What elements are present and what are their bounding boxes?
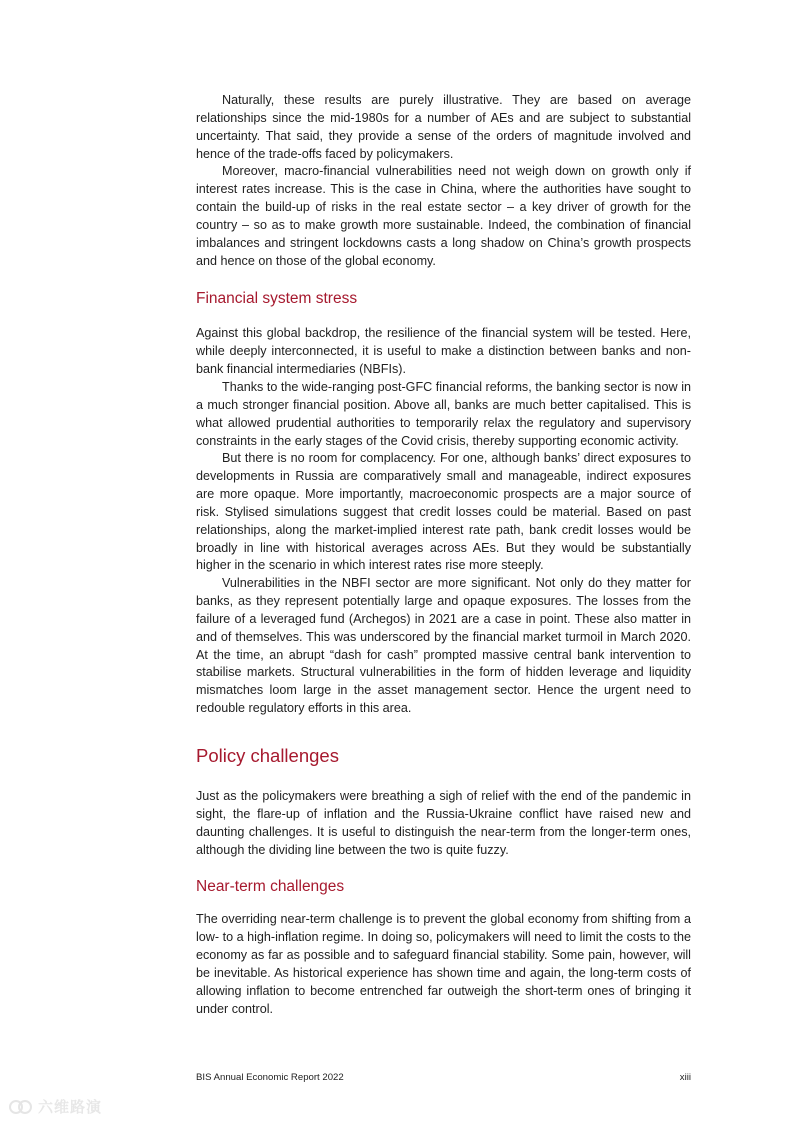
page-footer: [196, 1072, 691, 1083]
footer-report-title: BIS Annual Economic Report 2022: [196, 1072, 344, 1083]
paragraph-macro-financial: Moreover, macro-financial vulnerabilities need not weigh down on growth only if interest rates increase. This is the case in China, where the authorities have sought to contain the build-up of risks in the real estate sector – a key driver of growth for the country – so as to make growth more sustainable. Indeed, the combination of financial imbalances and stringent lockdowns casts a long shadow on China’s growth prospects and hence on those of the global economy.: [196, 164, 691, 268]
paragraph-global-backdrop: Against this global backdrop, the resilience of the financial system will be tested. Here, while deeply interconnected, it is useful to make a distinction between banks and non-bank financial intermediaries (NBFIs).: [196, 326, 691, 377]
footer-page-number: xiii: [679, 1072, 691, 1083]
paragraph-nbfi-vulnerabilities: Vulnerabilities in the NBFI sector are more significant. Not only do they matter for banks, as they represent potentially large and opaque exposures. The losses from the failure of a leveraged fund (Archegos) in 2021 are a case in point. These also matter in and of themselves. This was underscored by the financial market turmoil in March 2020. At the time, an abrupt “dash for cash” prompted massive central bank intervention to stabilise markets. Structural vulnerabilities in the form of hidden leverage and liquidity mismatches loom large in the asset management sector. Hence the urgent need to redouble regulatory efforts in this area.: [196, 576, 691, 716]
page-body: [196, 92, 691, 1018]
heading-policy-challenges: Policy challenges: [196, 745, 339, 766]
watermark-text: 六维路演: [38, 1099, 103, 1116]
heading-near-term-challenges: Near-term challenges: [196, 878, 345, 896]
paragraph-policymakers-relief: Just as the policymakers were breathing a sigh of relief with the end of the pandemic in sight, the flare-up of inflation and the Russia-Ukraine conflict have raised new and daunting challenges. It is useful to distinguish the near-term from the longer-term ones, although the dividing line between the two is quite fuzzy.: [196, 789, 691, 857]
paragraph-post-gfc-reforms: Thanks to the wide-ranging post-GFC financial reforms, the banking sector is now in a much stronger financial position. Above all, banks are much better capitalised. This is what allowed prudential authorities to temporarily relax the regulatory and supervisory constraints in the early stages of the Covid crisis, thereby supporting economic activity.: [196, 379, 691, 448]
watermark-logo-icon: [8, 1098, 34, 1116]
paragraph-results-illustrative: Naturally, these results are purely illustrative. They are based on average relationships since the mid-1980s for a number of AEs and are subject to substantial uncertainty. That said, they provide a sense of the orders of magnitude involved and hence of the trade-offs faced by policymakers.: [196, 93, 691, 161]
watermark: [8, 1096, 102, 1117]
heading-financial-system-stress: Financial system stress: [196, 290, 358, 308]
paragraph-no-complacency: But there is no room for complacency. For one, although banks’ direct exposures to developments in Russia are comparatively small and manageable, indirect exposures are more opaque. More importantly, macroeconomic prospects are a major source of risk. Stylised simulations suggest that credit losses could be material. Based on past relationships, along the market-implied interest rate path, bank credit losses would be broadly in line with historical averages across AEs. But they would be substantially higher in the scenario in which interest rates rise more steeply.: [196, 451, 691, 573]
paragraph-overriding-challenge: The overriding near-term challenge is to prevent the global economy from shifting from a low- to a high-inflation regime. In doing so, policymakers will need to limit the costs to the economy as far as possible and to safeguard financial stability. Some pain, however, will be inevitable. As historical experience has shown time and again, the long-term costs of allowing inflation to become entrenched far outweigh the short-term ones of bringing it under control.: [196, 912, 691, 1016]
